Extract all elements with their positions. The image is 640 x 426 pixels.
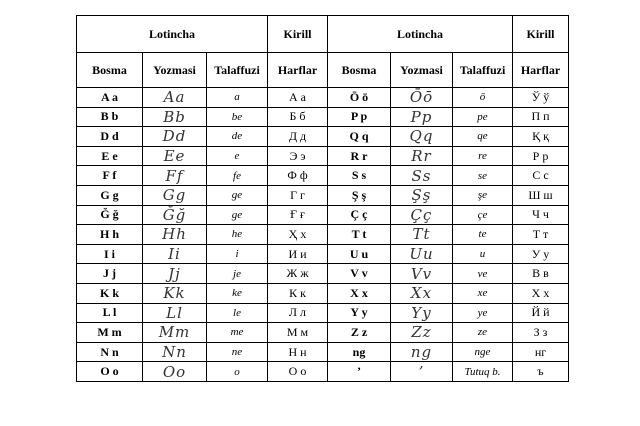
- cell-bosma-left: I i: [77, 244, 143, 264]
- cell-yozmasi-right: ’: [391, 362, 453, 382]
- cell-talaffuzi-right: Tutuq b.: [453, 362, 513, 382]
- cell-bosma-left: Ğ ğ: [77, 205, 143, 225]
- cell-talaffuzi-right: xe: [453, 283, 513, 303]
- cell-bosma-left: K k: [77, 283, 143, 303]
- cell-bosma-right: ng: [328, 342, 391, 362]
- cell-yozmasi-right: Vv: [391, 264, 453, 284]
- cell-bosma-left: G g: [77, 185, 143, 205]
- cell-yozmasi-right: Ss: [391, 166, 453, 186]
- cell-kirill-right: Қ қ: [513, 127, 569, 147]
- subheader-bosma-right: Bosma: [328, 53, 391, 88]
- table-body: [77, 88, 569, 382]
- cell-yozmasi-right: Qq: [391, 127, 453, 147]
- cell-yozmasi-right: Yy: [391, 303, 453, 323]
- cell-yozmasi-right: Rr: [391, 146, 453, 166]
- cell-kirill-right: Ш ш: [513, 185, 569, 205]
- subheader-yozmasi-left: Yozmasi: [143, 53, 207, 88]
- cell-bosma-left: M m: [77, 323, 143, 343]
- cell-yozmasi-left: Ee: [143, 146, 207, 166]
- cell-kirill-left: Б б: [268, 107, 328, 127]
- cell-bosma-right: U u: [328, 244, 391, 264]
- cell-talaffuzi-left: i: [207, 244, 268, 264]
- cell-bosma-left: F f: [77, 166, 143, 186]
- cell-kirill-right: Т т: [513, 225, 569, 245]
- table-row: [77, 264, 569, 284]
- table-row: [77, 323, 569, 343]
- cell-kirill-left: Н н: [268, 342, 328, 362]
- cell-yozmasi-left: Ii: [143, 244, 207, 264]
- cell-bosma-right: Ç ç: [328, 205, 391, 225]
- cell-bosma-left: N n: [77, 342, 143, 362]
- cell-talaffuzi-right: ō: [453, 88, 513, 108]
- cell-yozmasi-left: Hh: [143, 225, 207, 245]
- cell-kirill-left: Г г: [268, 185, 328, 205]
- cell-bosma-right: Y y: [328, 303, 391, 323]
- cell-bosma-left: D d: [77, 127, 143, 147]
- cell-bosma-left: H h: [77, 225, 143, 245]
- cell-kirill-left: Ф ф: [268, 166, 328, 186]
- cell-yozmasi-right: Şş: [391, 185, 453, 205]
- cell-yozmasi-left: Ff: [143, 166, 207, 186]
- cell-bosma-right: Z z: [328, 323, 391, 343]
- table-row: [77, 283, 569, 303]
- cell-yozmasi-right: Pp: [391, 107, 453, 127]
- subheader-yozmasi-right: Yozmasi: [391, 53, 453, 88]
- cell-kirill-left: И и: [268, 244, 328, 264]
- cell-bosma-left: O o: [77, 362, 143, 382]
- cell-yozmasi-right: ng: [391, 342, 453, 362]
- cell-kirill-right: Х х: [513, 283, 569, 303]
- cell-kirill-right: нг: [513, 342, 569, 362]
- cell-kirill-left: Д д: [268, 127, 328, 147]
- table-row: [77, 362, 569, 382]
- cell-yozmasi-left: Jj: [143, 264, 207, 284]
- table-row: [77, 205, 569, 225]
- cell-talaffuzi-left: ne: [207, 342, 268, 362]
- cell-talaffuzi-left: a: [207, 88, 268, 108]
- header-lotincha-right: Lotincha: [328, 16, 513, 53]
- cell-talaffuzi-left: je: [207, 264, 268, 284]
- cell-kirill-right: У у: [513, 244, 569, 264]
- cell-bosma-left: J j: [77, 264, 143, 284]
- cell-kirill-left: Л л: [268, 303, 328, 323]
- cell-talaffuzi-right: pe: [453, 107, 513, 127]
- cell-bosma-left: E e: [77, 146, 143, 166]
- cell-talaffuzi-left: ge: [207, 205, 268, 225]
- table-row: [77, 146, 569, 166]
- cell-bosma-right: ’: [328, 362, 391, 382]
- table-row: [77, 342, 569, 362]
- cell-bosma-right: Ō ō: [328, 88, 391, 108]
- cell-bosma-right: S s: [328, 166, 391, 186]
- cell-yozmasi-left: Mm: [143, 323, 207, 343]
- cell-kirill-right: П п: [513, 107, 569, 127]
- cell-talaffuzi-right: u: [453, 244, 513, 264]
- cell-talaffuzi-left: le: [207, 303, 268, 323]
- cell-kirill-right: С с: [513, 166, 569, 186]
- cell-talaffuzi-right: se: [453, 166, 513, 186]
- cell-yozmasi-left: Gg: [143, 185, 207, 205]
- cell-yozmasi-right: Uu: [391, 244, 453, 264]
- header-kirill-right: Kirill: [513, 16, 569, 53]
- cell-talaffuzi-left: de: [207, 127, 268, 147]
- cell-talaffuzi-left: ke: [207, 283, 268, 303]
- cell-yozmasi-left: Nn: [143, 342, 207, 362]
- cell-yozmasi-left: Oo: [143, 362, 207, 382]
- table-row: [77, 166, 569, 186]
- cell-talaffuzi-left: me: [207, 323, 268, 343]
- header-kirill-left: Kirill: [268, 16, 328, 53]
- cell-bosma-right: P p: [328, 107, 391, 127]
- cell-talaffuzi-right: qe: [453, 127, 513, 147]
- cell-yozmasi-left: Aa: [143, 88, 207, 108]
- cell-talaffuzi-right: ye: [453, 303, 513, 323]
- table-row: [77, 225, 569, 245]
- cell-kirill-left: Ж ж: [268, 264, 328, 284]
- cell-yozmasi-right: Zz: [391, 323, 453, 343]
- cell-kirill-left: А а: [268, 88, 328, 108]
- cell-talaffuzi-left: fe: [207, 166, 268, 186]
- cell-kirill-left: Э э: [268, 146, 328, 166]
- cell-kirill-left: Ҳ х: [268, 225, 328, 245]
- table-row: [77, 88, 569, 108]
- cell-kirill-right: Ч ч: [513, 205, 569, 225]
- cell-kirill-left: О о: [268, 362, 328, 382]
- cell-talaffuzi-right: nge: [453, 342, 513, 362]
- cell-talaffuzi-left: be: [207, 107, 268, 127]
- cell-talaffuzi-left: e: [207, 146, 268, 166]
- cell-talaffuzi-left: ge: [207, 185, 268, 205]
- cell-yozmasi-left: Bb: [143, 107, 207, 127]
- cell-kirill-right: Й й: [513, 303, 569, 323]
- subheader-harflar-right: Harflar: [513, 53, 569, 88]
- cell-bosma-right: Ş ş: [328, 185, 391, 205]
- cell-yozmasi-left: Ğğ: [143, 205, 207, 225]
- cell-bosma-right: T t: [328, 225, 391, 245]
- cell-talaffuzi-right: ve: [453, 264, 513, 284]
- cell-bosma-left: B b: [77, 107, 143, 127]
- table-row: [77, 127, 569, 147]
- alphabet-table: [76, 15, 569, 382]
- cell-yozmasi-right: Xx: [391, 283, 453, 303]
- cell-kirill-right: Р р: [513, 146, 569, 166]
- cell-talaffuzi-right: te: [453, 225, 513, 245]
- table-row: [77, 244, 569, 264]
- table-row: [77, 303, 569, 323]
- cell-kirill-left: М м: [268, 323, 328, 343]
- cell-bosma-right: V v: [328, 264, 391, 284]
- cell-bosma-right: R r: [328, 146, 391, 166]
- cell-yozmasi-right: Çç: [391, 205, 453, 225]
- cell-kirill-left: Ғ ғ: [268, 205, 328, 225]
- table-row: [77, 107, 569, 127]
- cell-yozmasi-left: Ll: [143, 303, 207, 323]
- header-lotincha-left: Lotincha: [77, 16, 268, 53]
- cell-talaffuzi-right: re: [453, 146, 513, 166]
- cell-kirill-right: ъ: [513, 362, 569, 382]
- subheader-talaffuzi-left: Talaffuzi: [207, 53, 268, 88]
- cell-yozmasi-left: Kk: [143, 283, 207, 303]
- subheader-harflar-left: Harflar: [268, 53, 328, 88]
- cell-bosma-right: X x: [328, 283, 391, 303]
- cell-yozmasi-right: Tt: [391, 225, 453, 245]
- cell-kirill-right: З з: [513, 323, 569, 343]
- cell-talaffuzi-left: he: [207, 225, 268, 245]
- cell-bosma-right: Q q: [328, 127, 391, 147]
- cell-yozmasi-right: Ōō: [391, 88, 453, 108]
- cell-talaffuzi-right: ze: [453, 323, 513, 343]
- cell-talaffuzi-left: o: [207, 362, 268, 382]
- table-row: [77, 185, 569, 205]
- cell-bosma-left: A a: [77, 88, 143, 108]
- cell-kirill-right: Ў ў: [513, 88, 569, 108]
- cell-yozmasi-left: Dd: [143, 127, 207, 147]
- subheader-bosma-left: Bosma: [77, 53, 143, 88]
- cell-talaffuzi-right: şe: [453, 185, 513, 205]
- cell-talaffuzi-right: çe: [453, 205, 513, 225]
- subheader-talaffuzi-right: Talaffuzi: [453, 53, 513, 88]
- cell-kirill-left: К к: [268, 283, 328, 303]
- cell-kirill-right: В в: [513, 264, 569, 284]
- cell-bosma-left: L l: [77, 303, 143, 323]
